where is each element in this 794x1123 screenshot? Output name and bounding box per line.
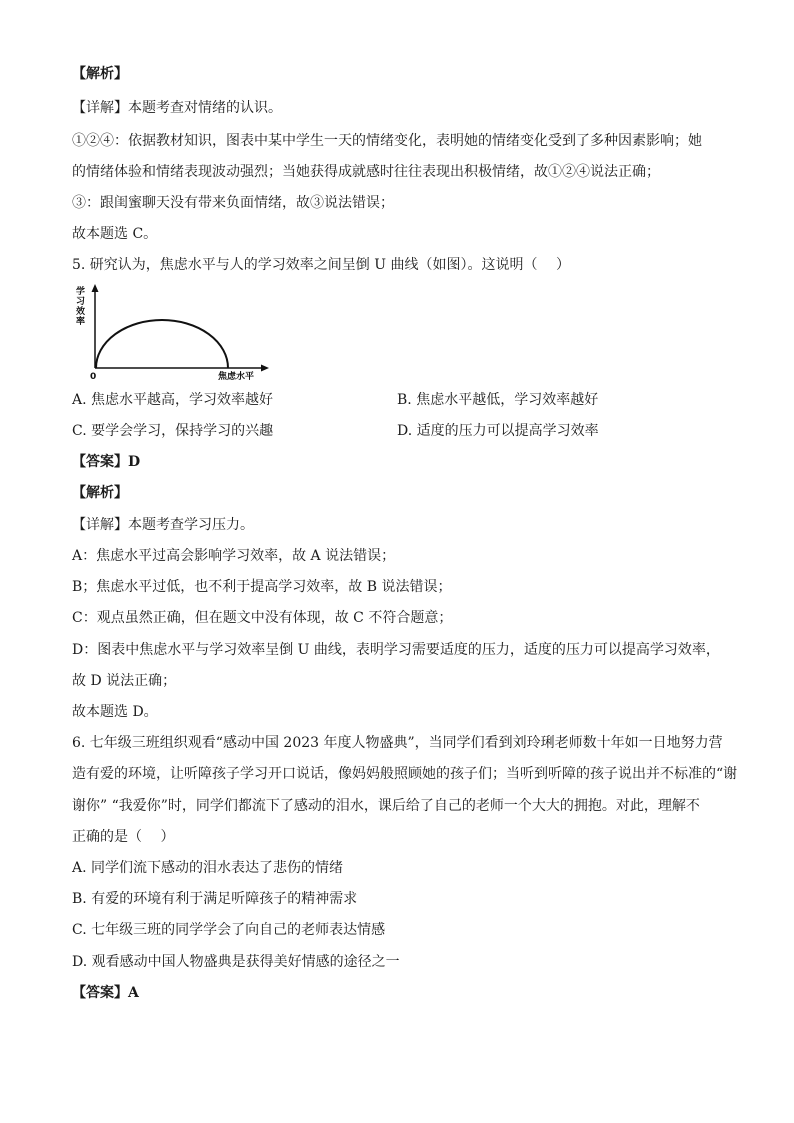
question-5-stem: 5. 研究认为，焦虑水平与人的学习效率之间呈倒 U 曲线（如图）。这说明（ ） [72, 257, 570, 273]
jiexi-heading-2: 【解析】 [72, 485, 128, 501]
q5-explanation-b: B；焦虑水平过低，也不利于提高学习效率，故 B 说法错误； [72, 579, 452, 595]
q5-explanation-a: A：焦虑水平过高会影响学习效率，故 A 说法错误； [72, 548, 396, 564]
q5-option-d: D. 适度的压力可以提高学习效率 [397, 423, 599, 439]
q5-explanation-c: C：观点虽然正确，但在题文中没有体现，故 C 不符合题意； [72, 610, 453, 626]
q6-option-b: B. 有爱的环境有利于满足听障孩子的精神需求 [72, 891, 358, 907]
xiangjie-1: 【详解】本题考查对情绪的认识。 [72, 100, 282, 116]
y-axis-label: 学习效率 [74, 286, 84, 326]
question-6-stem-2: 造有爱的环境，让听障孩子学习开口说话，像妈妈般照顾她的孩子们；当听到听障的孩子说出并不标准的“谢 [72, 766, 738, 782]
q5-explanation-d-1: D：图表中焦虑水平与学习效率呈倒 U 曲线，表明学习需要适度的压力，适度的压力可以提高学习效率， [72, 642, 720, 658]
q5-option-a: A. 焦虑水平越高，学习效率越好 [72, 392, 274, 408]
q6-answer: 【答案】A [72, 985, 139, 1001]
x-axis-label: 焦虑水平 [218, 372, 255, 382]
question-6-stem-1: 6. 七年级三班组织观看“感动中国 2023 年度人物盛典”，当同学们看到刘玲琍老师数十年如一日地努力营 [72, 735, 723, 751]
q5-answer: 【答案】D [72, 454, 141, 470]
conclusion-1: 故本题选 C。 [72, 226, 158, 242]
explanation-line-3: ③：跟闺蜜聊天没有带来负面情绪，故③说法错误； [72, 195, 394, 211]
origin-label: 0 [90, 372, 97, 382]
explanation-line-2: 的情绪体验和情绪表现波动强烈；当她获得成就感时往往表现出积极情绪，故①②④说法正确； [72, 164, 660, 180]
q6-option-c: C. 七年级三班的同学学会了向自己的老师表达情感 [72, 922, 386, 938]
inverted-u-curve-graph [68, 282, 278, 382]
explanation-line-1: ①②④：依据教材知识，图表中某中学生一天的情绪变化，表明她的情绪变化受到了多种因素影响；她 [72, 133, 702, 149]
q5-explanation-d-2: 故 D 说法正确； [72, 673, 177, 689]
question-6-stem-4: 正确的是（ ） [72, 829, 175, 845]
x-axis-arrow [261, 365, 269, 372]
q5-option-c: C. 要学会学习，保持学习的兴趣 [72, 423, 274, 439]
xiangjie-2: 【详解】本题考查学习压力。 [72, 517, 254, 533]
question-6-stem-3: 谢你” “我爱你”时，同学们都流下了感动的泪水，课后给了自己的老师一个大大的拥抱。对此，理解不 [72, 798, 700, 814]
y-axis-arrow [92, 284, 99, 292]
q6-option-d: D. 观看感动中国人物盛典是获得美好情感的途径之一 [72, 954, 400, 970]
conclusion-2: 故本题选 D。 [72, 704, 158, 720]
q5-option-b: B. 焦虑水平越低，学习效率越好 [397, 392, 599, 408]
q6-option-a: A. 同学们流下感动的泪水表达了悲伤的情绪 [72, 860, 344, 876]
jiexi-heading-1: 【解析】 [72, 66, 128, 82]
inverted-u-curve [96, 320, 228, 368]
